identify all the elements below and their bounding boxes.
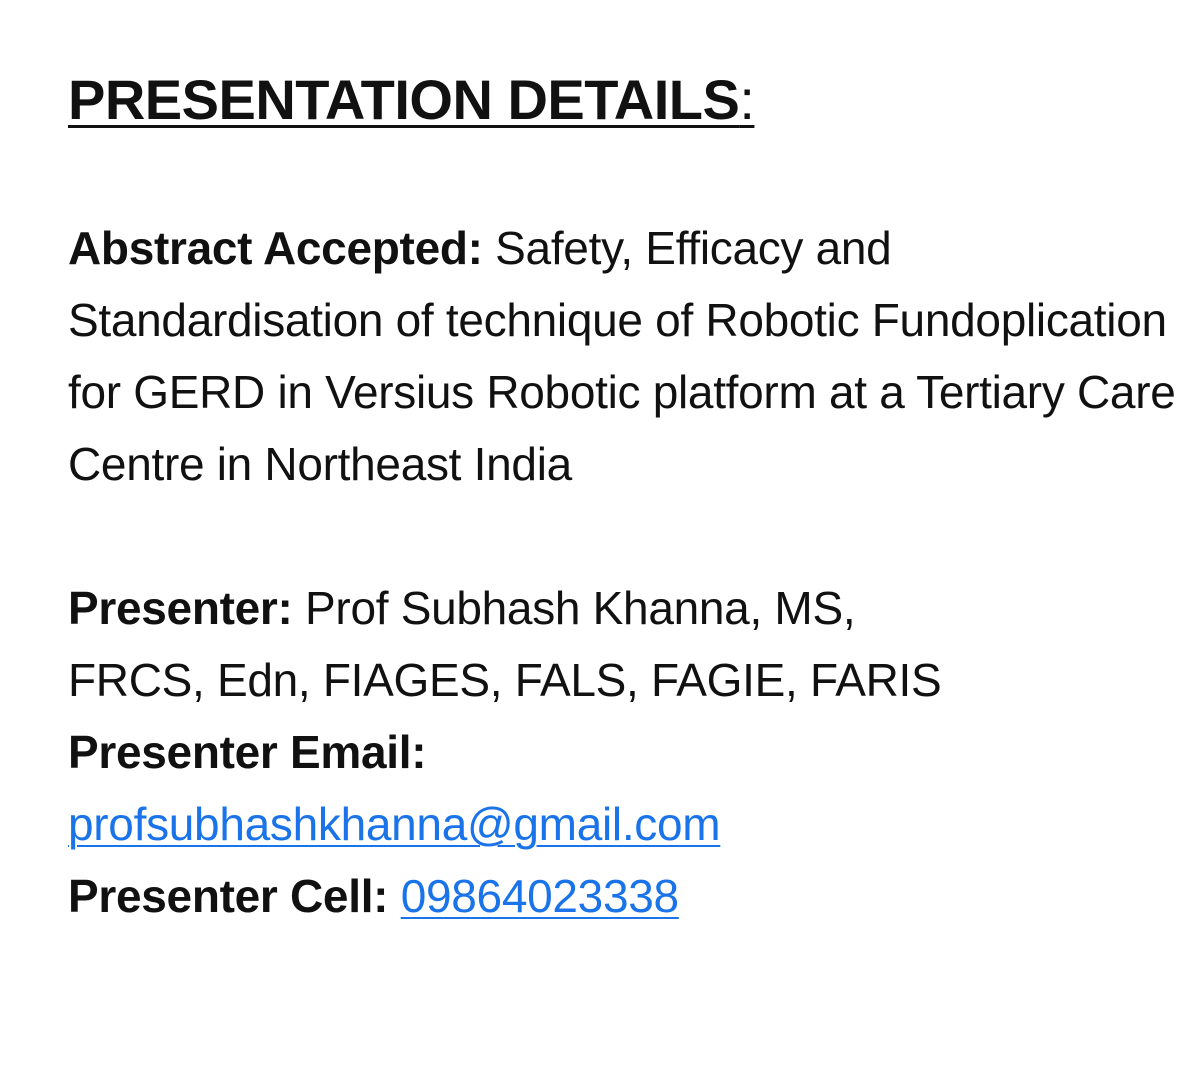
presenter-email-label: Presenter Email: bbox=[68, 726, 427, 778]
presenter-cell-link[interactable]: 09864023338 bbox=[400, 870, 679, 922]
presenter-cell-label: Presenter Cell: bbox=[68, 870, 389, 922]
presenter-credentials: FRCS, Edn, FIAGES, FALS, FAGIE, FARIS bbox=[68, 654, 942, 706]
presenter-email-line bbox=[68, 788, 1178, 860]
abstract-label: Abstract Accepted: bbox=[68, 222, 483, 274]
abstract-text: Safety, Efficacy and Standardisation of technique of Robotic Fundoplication for GERD in Versius Robotic platform at a Tertiary Care Centre in Northeast India bbox=[68, 222, 1176, 490]
title-text: PRESENTATION DETAILS bbox=[68, 68, 740, 131]
presenter-email-link[interactable]: profsubhashkhanna@gmail.com bbox=[68, 798, 721, 850]
page-title bbox=[68, 64, 1178, 136]
presenter-name: Prof Subhash Khanna, MS, bbox=[305, 582, 856, 634]
presenter-label: Presenter: bbox=[68, 582, 293, 634]
abstract-paragraph bbox=[68, 212, 1178, 500]
presentation-details-document bbox=[68, 64, 1178, 932]
presenter-block bbox=[68, 572, 1178, 932]
title-colon: : bbox=[739, 68, 755, 131]
presenter-cell-line bbox=[68, 860, 1178, 932]
presenter-line bbox=[68, 572, 1178, 644]
